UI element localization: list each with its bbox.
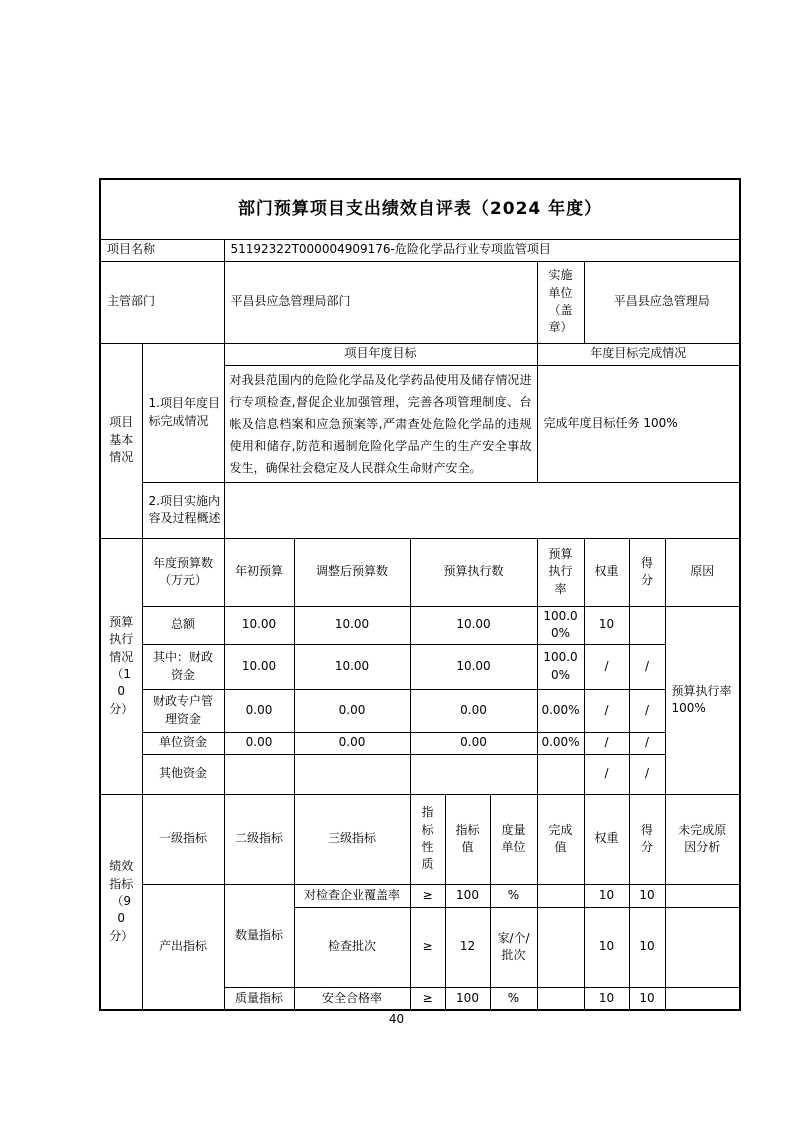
perf-level1: 产出指标 xyxy=(142,884,224,1010)
budget-adjusted: 0.00 xyxy=(294,689,410,732)
budget-rate: 100.00% xyxy=(537,644,584,689)
implementation-overview-value xyxy=(224,482,740,538)
budget-initial: 0.00 xyxy=(224,732,294,754)
budget-initial: 0.00 xyxy=(224,689,294,732)
perf-level2-quality: 质量指标 xyxy=(224,987,294,1010)
budget-weight: 10 xyxy=(584,606,629,644)
perf-header-target: 指标值 xyxy=(445,794,490,884)
budget-header-annual: 年度预算数（万元） xyxy=(142,538,224,606)
perf-unit: % xyxy=(490,987,537,1010)
budget-rate: 100.00% xyxy=(537,606,584,644)
annual-goal-row-label: 1.项目年度目标完成情况 xyxy=(142,343,224,482)
perf-level2-quantity: 数量指标 xyxy=(224,884,294,987)
budget-executed: 10.00 xyxy=(410,644,537,689)
implementing-unit-label-text: 实施单位（盖章） xyxy=(548,268,573,335)
department-label: 主管部门 xyxy=(100,261,224,343)
perf-score: 10 xyxy=(629,884,665,907)
budget-initial: 10.00 xyxy=(224,644,294,689)
perf-nature: ≥ xyxy=(410,907,445,987)
table-title: 部门预算项目支出绩效自评表（2024 年度） xyxy=(100,179,740,239)
implementing-unit-label xyxy=(537,261,584,343)
perf-header-level2: 二级指标 xyxy=(224,794,294,884)
budget-rate: 0.00% xyxy=(537,732,584,754)
budget-row-label: 其中：财政资金 xyxy=(142,644,224,689)
perf-header-score: 得分 xyxy=(629,794,665,884)
perf-actual xyxy=(537,884,584,907)
perf-target: 100 xyxy=(445,884,490,907)
budget-score: / xyxy=(629,732,665,754)
perf-header-level3: 三级指标 xyxy=(294,794,410,884)
budget-weight: / xyxy=(584,644,629,689)
perf-header-weight: 权重 xyxy=(584,794,629,884)
budget-adjusted xyxy=(294,754,410,794)
budget-adjusted: 10.00 xyxy=(294,606,410,644)
section-budget-label: 预算执行情况（10分） xyxy=(100,538,142,794)
budget-executed: 10.00 xyxy=(410,606,537,644)
budget-header-executed: 预算执行数 xyxy=(410,538,537,606)
perf-reason xyxy=(665,907,740,987)
perf-level3: 对检查企业覆盖率 xyxy=(294,884,410,907)
perf-header-nature xyxy=(410,794,445,884)
budget-adjusted: 0.00 xyxy=(294,732,410,754)
perf-nature: ≥ xyxy=(410,884,445,907)
budget-rate xyxy=(537,754,584,794)
department-value: 平昌县应急管理局部门 xyxy=(224,261,537,343)
page-number: 40 xyxy=(388,1012,405,1026)
perf-level3: 检查批次 xyxy=(294,907,410,987)
perf-reason xyxy=(665,884,740,907)
perf-nature: ≥ xyxy=(410,987,445,1010)
budget-row-label: 其他资金 xyxy=(142,754,224,794)
budget-adjusted: 10.00 xyxy=(294,644,410,689)
budget-row-label: 财政专户管理资金 xyxy=(142,689,224,732)
perf-header-unit: 度量单位 xyxy=(490,794,537,884)
budget-executed xyxy=(410,754,537,794)
budget-header-reason: 原因 xyxy=(665,538,740,606)
budget-header-adjusted: 调整后预算数 xyxy=(294,538,410,606)
perf-actual xyxy=(537,907,584,987)
perf-row-coverage xyxy=(100,884,740,907)
implementation-overview-label: 2.项目实施内容及过程概述 xyxy=(142,482,224,538)
budget-initial xyxy=(224,754,294,794)
budget-reason: 预算执行率 100% xyxy=(665,606,740,794)
perf-score: 10 xyxy=(629,907,665,987)
perf-weight: 10 xyxy=(584,884,629,907)
goal-completion-header: 年度目标完成情况 xyxy=(537,343,740,365)
project-name-value: 51192322T000004909176-危险化学品行业专项监管项目 xyxy=(224,239,740,261)
budget-row-label: 单位资金 xyxy=(142,732,224,754)
budget-row-other-funds xyxy=(100,754,740,794)
perf-level3: 安全合格率 xyxy=(294,987,410,1010)
budget-row-total xyxy=(100,606,740,644)
budget-weight: / xyxy=(584,689,629,732)
budget-score xyxy=(629,606,665,644)
perf-weight: 10 xyxy=(584,987,629,1010)
annual-goal-header: 项目年度目标 xyxy=(224,343,537,365)
budget-rate: 0.00% xyxy=(537,689,584,732)
perf-reason xyxy=(665,987,740,1010)
perf-target: 100 xyxy=(445,987,490,1010)
budget-header-rate: 预算执行率 xyxy=(537,538,584,606)
budget-score: / xyxy=(629,689,665,732)
budget-executed: 0.00 xyxy=(410,689,537,732)
perf-target: 12 xyxy=(445,907,490,987)
budget-header-score: 得分 xyxy=(629,538,665,606)
perf-unit: 家/个/批次 xyxy=(490,907,537,987)
perf-header-level1: 一级指标 xyxy=(142,794,224,884)
annual-goal-text: 对我县范围内的危险化学品及化学药品使用及储存情况进行专项检查,督促企业加强管理，完善各项管理制度、台帐及信息档案和应急预案等,严肃查处危险化学品的违规使用和储存,防范和遏制危险化学品产生的生产安全事故发生，确保社会稳定及人民群众生命财产安全。 xyxy=(224,365,537,482)
budget-row-special-account xyxy=(100,689,740,732)
section-basic-info-label: 项目基本情况 xyxy=(100,343,142,538)
budget-weight: / xyxy=(584,754,629,794)
perf-score: 10 xyxy=(629,987,665,1010)
budget-row-fiscal xyxy=(100,644,740,689)
budget-initial: 10.00 xyxy=(224,606,294,644)
self-evaluation-table xyxy=(99,178,741,1011)
perf-header-reason: 未完成原因分析 xyxy=(665,794,740,884)
perf-weight: 10 xyxy=(584,907,629,987)
budget-row-label: 总额 xyxy=(142,606,224,644)
section-performance-label: 绩效指标（90分） xyxy=(100,794,142,1010)
perf-actual xyxy=(537,987,584,1010)
perf-header-actual: 完成值 xyxy=(537,794,584,884)
budget-header-initial: 年初预算 xyxy=(224,538,294,606)
budget-row-unit-funds xyxy=(100,732,740,754)
budget-executed: 0.00 xyxy=(410,732,537,754)
project-name-label: 项目名称 xyxy=(100,239,224,261)
budget-score: / xyxy=(629,754,665,794)
perf-unit: % xyxy=(490,884,537,907)
perf-header-nature-text: 指标性质 xyxy=(421,805,434,872)
budget-weight: / xyxy=(584,732,629,754)
goal-completion-value: 完成年度目标任务 100% xyxy=(537,365,740,482)
budget-header-weight: 权重 xyxy=(584,538,629,606)
budget-score: / xyxy=(629,644,665,689)
implementing-unit-value: 平昌县应急管理局 xyxy=(584,261,740,343)
